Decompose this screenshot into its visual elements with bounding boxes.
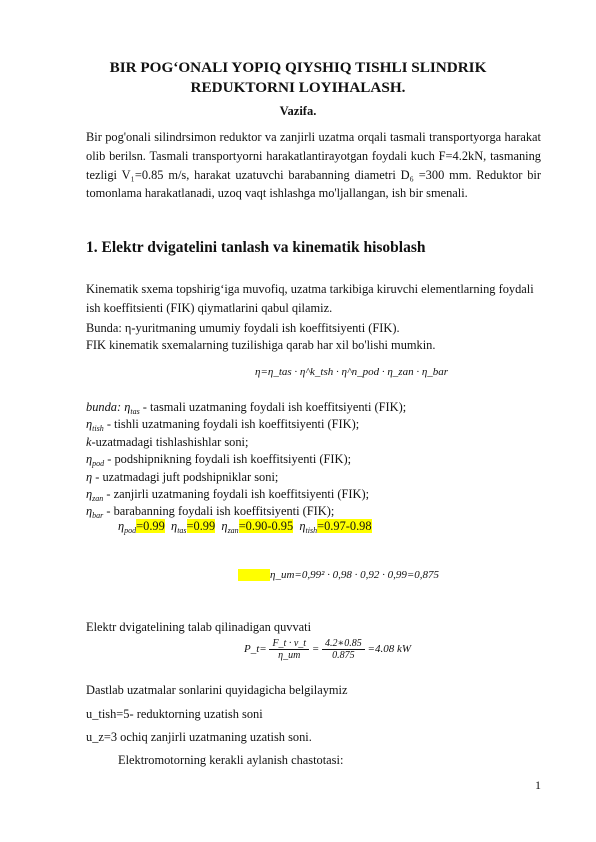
definition-subscript: zan (92, 494, 104, 503)
definition-symbol: η (86, 452, 93, 467)
power-result: =4.08 kW (367, 643, 412, 656)
definition-text: - tishli uzatmaning foydali ish koeffitsiyenti (FIK); (103, 417, 360, 432)
title-line-1: BIR POG‘ONALI YOPIQ QIYSHIQ TISHLI SLINDRIK (109, 59, 487, 76)
page-number: 1 (535, 778, 541, 792)
definition-symbol: η (86, 469, 93, 484)
formula-eta-text: η=η_tas · η^k_tsh · η^n_pod · η_zan · η_bar (255, 366, 449, 378)
task-paragraph: Bir pog'onali silindrsimon reduktor va zanjirli uzatma orqali tasmali transportyorga harakat olib berilsn. Tasmali transportyorni harakatlantirayotgan foydali kuch F=4.2kN, tasmaning tezligi V₁=0.85 m/s, harakat uzatuvchi barabanning diametri D₆ =300 mm. Reduktor bir tomonlama harakatlanadi, uzoq vaqt ishlashga mo'ljallangan, ish bir smenali. (86, 130, 541, 201)
values-line: $\eta_{pod}=0.99$ $\eta_{tas}=0.99$ $\eta_{zan}=0.90-0.95$ $\eta_{tish}=0.97-0.98$ (118, 519, 372, 535)
value-zan: =0.90-0.95 (238, 519, 294, 533)
title-line-2: REDUKTORNI LOYIHALASH. (190, 79, 406, 96)
power-lhs: P_t= (244, 643, 267, 656)
rpm-line: Elektromotorning kerakli aylanish chastotasi: (118, 753, 344, 767)
fik-line: FIK kinematik sxemalarning tuzilishiga qarab har xil bo'lishi mumkin. (86, 338, 436, 352)
formula-total-text: η_um=0,99² · 0,98 · 0,92 · 0,99=0,875 (270, 569, 440, 581)
kinematic-intro: Kinematik sxema topshirig‘iga muvofiq, uzatma tarkibiga kiruvchi elementlarning foydali ish koeffitsienti (FIK) qiymatlarini qabul qilamiz. (86, 282, 534, 315)
power-fraction-symbolic (269, 638, 309, 661)
ratios-intro: Dastlab uzatmalar sonlarini quyidagicha belgilaymiz (86, 683, 348, 697)
section-heading: 1. Elektr dvigatelini tanlash va kinematik hisoblash (86, 239, 426, 256)
definition-subscript: bar (92, 511, 104, 521)
definition-text: - zanjirli uzatmaning foydali ish koeffitsiyenti (FIK); (103, 487, 370, 501)
definition-text: - podshipnikning foydali ish koeffitsiyenti (FIK); (104, 452, 352, 467)
formula-total (238, 569, 439, 581)
definition-subscript: pod (92, 459, 105, 469)
definition-subscript: tish (92, 424, 104, 434)
value-tas: =0.99 (186, 519, 216, 533)
definition-symbol: η (86, 504, 93, 519)
value-tish: =0.97-0.98 (317, 519, 372, 533)
definition-text: - barabanning foydali ish koeffitsiyenti (FIK); (103, 504, 335, 519)
definition-text: - tasmali uzatmaning foydali ish koeffitsiyenti (FIK); (139, 400, 407, 414)
power-fraction-value (322, 638, 365, 661)
bunda-line: Bunda: η-yuritmaning umumiy foydali ish koeffitsiyenti (FIK). (86, 321, 400, 335)
definition-text: - uzatmadagi juft podshipniklar soni; (92, 469, 279, 484)
power-num-value: 4.2∗0.85 (322, 638, 365, 650)
definition-symbol: η (86, 417, 93, 432)
power-den-symbolic: η_um (278, 650, 301, 661)
power-num-symbolic: F_t · v_t (269, 638, 309, 650)
subtitle: Vazifa. (279, 104, 317, 118)
definition-text: -uzatmadagi tishlashishlar soni; (91, 434, 249, 449)
definition-symbol: bunda: η (86, 400, 131, 414)
formula-eta (255, 366, 448, 378)
definition-subscript: tas (130, 407, 140, 416)
definition-symbol: k (86, 434, 92, 449)
document-title (60, 58, 536, 98)
power-intro: Elektr dvigatelining talab qilinadigan quvvati (86, 620, 312, 634)
value-pod: =0.99 (136, 519, 165, 533)
ratio-z: u_z=3 ochiq zanjirli uzatmaning uzatish soni. (86, 730, 312, 744)
power-den-value: 0.875 (332, 650, 355, 661)
definition-symbol: η (86, 487, 93, 501)
ratio-tish: u_tish=5- reduktorning uzatish soni (86, 707, 263, 721)
power-formula: P_t= $\frac{F\_t \cdot v\_t}{\eta\_um}$ = $\frac{4.2∗0.85}{0.875}$ =4.08 kW (244, 638, 412, 661)
